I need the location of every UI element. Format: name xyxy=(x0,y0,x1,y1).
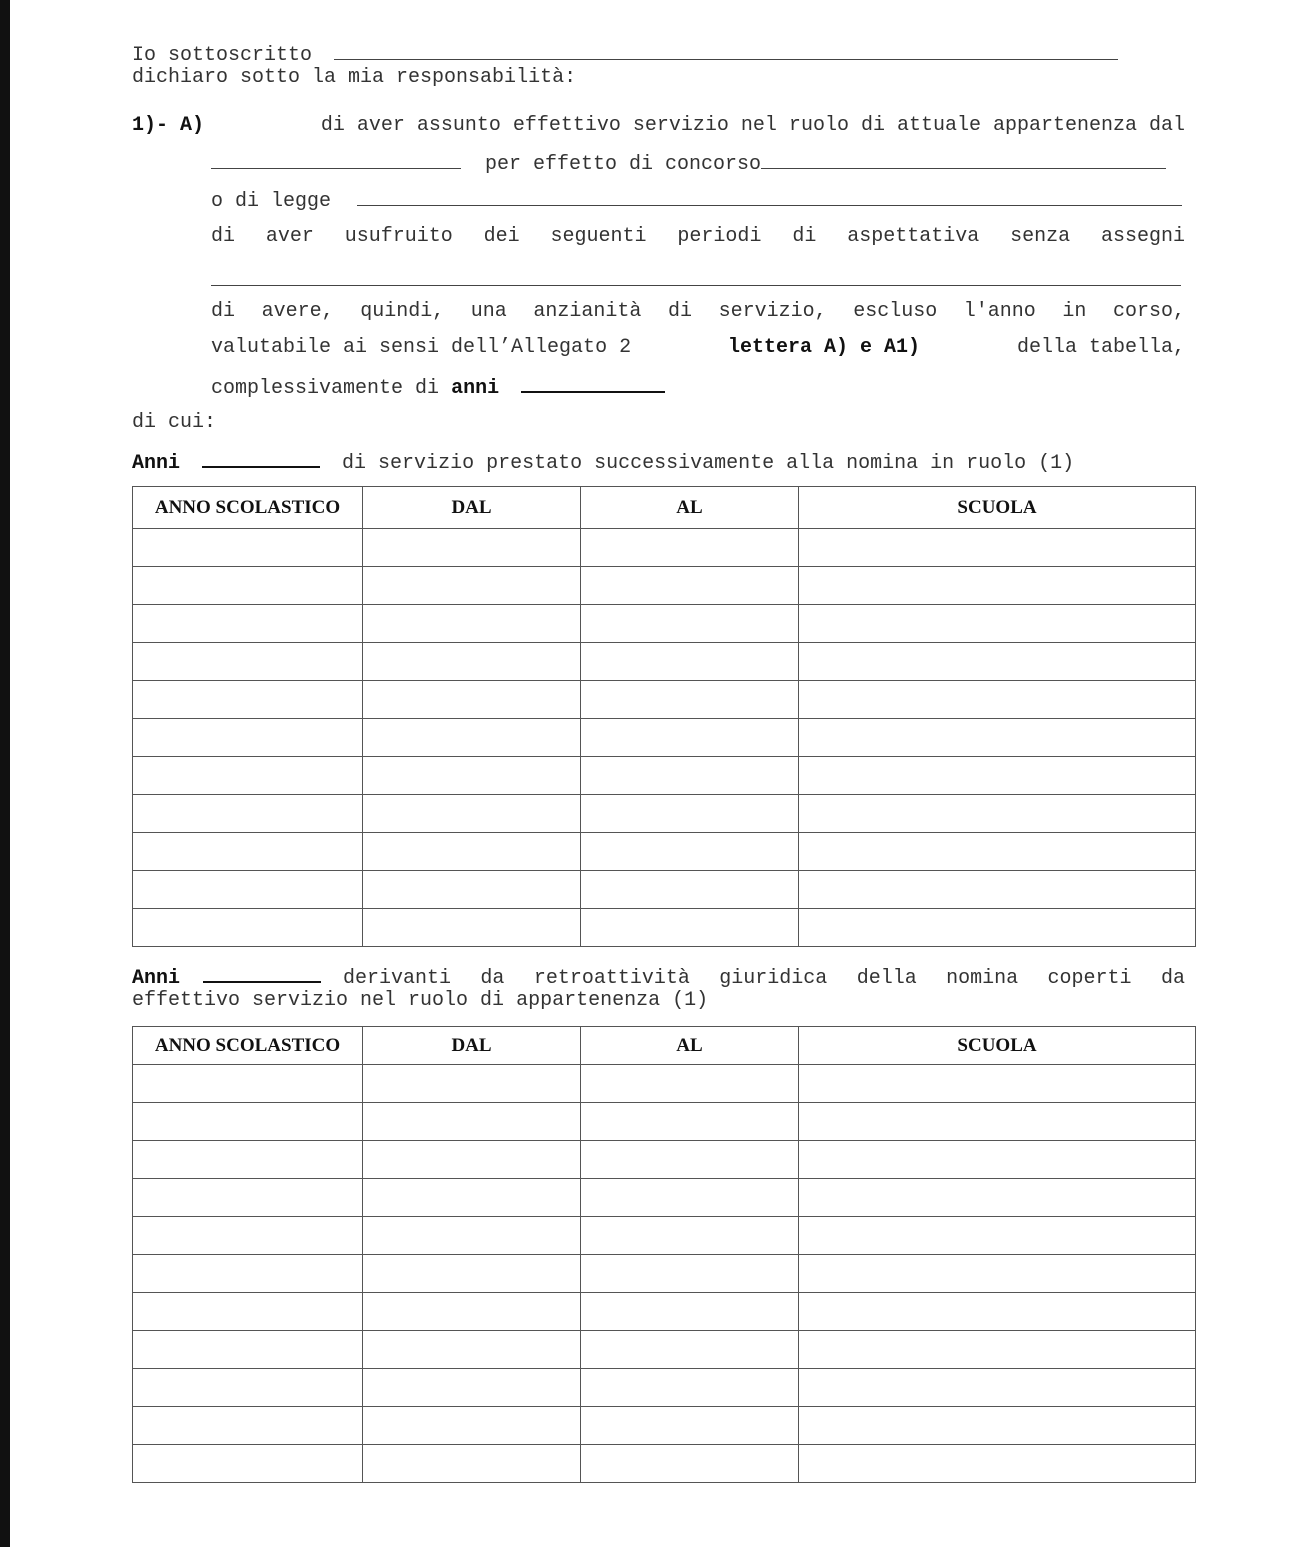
valutabile-letter: lettera A) e A1) xyxy=(728,336,921,359)
table-cell[interactable] xyxy=(363,719,581,757)
table-cell[interactable] xyxy=(133,1065,363,1103)
table-cell[interactable] xyxy=(581,1255,799,1293)
aspettativa-field[interactable] xyxy=(211,285,1181,286)
table-cell[interactable] xyxy=(799,681,1196,719)
section-number: 1)- A) xyxy=(132,114,205,137)
table-cell[interactable] xyxy=(799,1331,1196,1369)
table-row xyxy=(133,643,1196,681)
table-cell[interactable] xyxy=(581,1331,799,1369)
table-cell[interactable] xyxy=(581,1141,799,1179)
table-cell[interactable] xyxy=(133,643,363,681)
table-cell[interactable] xyxy=(799,871,1196,909)
block2-years-field[interactable] xyxy=(203,964,321,983)
table-cell[interactable] xyxy=(581,833,799,871)
legge-label: o di legge xyxy=(211,190,332,213)
table-row xyxy=(133,1407,1196,1445)
table-cell[interactable] xyxy=(363,1103,581,1141)
valutabile-pre: valutabile ai sensi dell’Allegato 2 xyxy=(211,336,632,359)
table-cell[interactable] xyxy=(799,605,1196,643)
table-cell[interactable] xyxy=(133,1103,363,1141)
table-cell[interactable] xyxy=(799,1255,1196,1293)
table-cell[interactable] xyxy=(799,1103,1196,1141)
table-cell[interactable] xyxy=(581,1065,799,1103)
table-cell[interactable] xyxy=(133,1445,363,1483)
block1-anni-label: Anni xyxy=(132,452,181,475)
block2-anni-label: Anni xyxy=(132,967,181,990)
table-header-row xyxy=(133,487,1196,529)
table-cell[interactable] xyxy=(799,833,1196,871)
table-row xyxy=(133,681,1196,719)
name-field[interactable] xyxy=(334,42,1118,60)
header-anno-scolastico: ANNO SCOLASTICO xyxy=(133,1027,363,1065)
table-cell[interactable] xyxy=(799,1065,1196,1103)
table-cell[interactable] xyxy=(581,567,799,605)
table-cell[interactable] xyxy=(581,719,799,757)
table-row xyxy=(133,1065,1196,1103)
table-cell[interactable] xyxy=(799,909,1196,947)
table-cell[interactable] xyxy=(581,871,799,909)
table-row xyxy=(133,719,1196,757)
scan-edge xyxy=(0,0,10,1547)
table-cell[interactable] xyxy=(363,871,581,909)
table-cell[interactable] xyxy=(581,1179,799,1217)
table-row xyxy=(133,1445,1196,1483)
table-cell[interactable] xyxy=(799,567,1196,605)
anzianita-text: di avere, quindi, una anzianità di servizio, escluso l'anno in corso, xyxy=(211,300,1185,323)
table-row xyxy=(133,871,1196,909)
table-cell[interactable] xyxy=(133,719,363,757)
complessivamente-label: complessivamente di xyxy=(211,377,440,400)
block2-line1 xyxy=(132,964,1185,991)
concorso-line xyxy=(211,151,1166,177)
table-cell[interactable] xyxy=(133,1141,363,1179)
table-cell[interactable] xyxy=(581,643,799,681)
table-row xyxy=(133,567,1196,605)
table-row xyxy=(133,1293,1196,1331)
concorso-label: per effetto di concorso xyxy=(485,153,762,176)
table-cell[interactable] xyxy=(363,1445,581,1483)
header-scuola: SCUOLA xyxy=(799,1027,1196,1065)
table-row xyxy=(133,1217,1196,1255)
table-cell[interactable] xyxy=(799,1141,1196,1179)
table-cell[interactable] xyxy=(581,795,799,833)
table-cell[interactable] xyxy=(133,1407,363,1445)
table-cell[interactable] xyxy=(363,529,581,567)
table-cell[interactable] xyxy=(133,871,363,909)
table-cell[interactable] xyxy=(363,1407,581,1445)
section1-first-line xyxy=(132,114,1185,138)
block1-line xyxy=(132,449,1074,476)
table-row xyxy=(133,795,1196,833)
table-cell[interactable] xyxy=(799,1369,1196,1407)
undersigned-label: Io sottoscritto xyxy=(132,44,313,67)
legge-field[interactable] xyxy=(357,188,1182,206)
table-cell[interactable] xyxy=(133,1293,363,1331)
table-cell[interactable] xyxy=(581,605,799,643)
table-header-row xyxy=(133,1027,1196,1065)
total-years-field[interactable] xyxy=(521,374,665,393)
table-cell[interactable] xyxy=(581,529,799,567)
table-cell[interactable] xyxy=(799,757,1196,795)
table-cell[interactable] xyxy=(581,757,799,795)
legge-line xyxy=(211,188,1182,214)
table-cell[interactable] xyxy=(581,1103,799,1141)
complessivamente-line xyxy=(211,374,665,401)
block1-years-field[interactable] xyxy=(202,449,320,468)
table-cell[interactable] xyxy=(799,1179,1196,1217)
concorso-field[interactable] xyxy=(761,151,1166,169)
table-cell[interactable] xyxy=(363,1293,581,1331)
table-cell[interactable] xyxy=(799,1217,1196,1255)
table-cell[interactable] xyxy=(133,1179,363,1217)
table-row xyxy=(133,833,1196,871)
table-row xyxy=(133,1179,1196,1217)
table-cell[interactable] xyxy=(133,1369,363,1407)
table-cell[interactable] xyxy=(363,643,581,681)
table-cell[interactable] xyxy=(133,529,363,567)
table-cell[interactable] xyxy=(363,1217,581,1255)
table-row xyxy=(133,1141,1196,1179)
header-dal: DAL xyxy=(363,487,581,529)
table-cell[interactable] xyxy=(581,1445,799,1483)
header-al: AL xyxy=(581,487,799,529)
table-cell[interactable] xyxy=(133,1331,363,1369)
header-scuola: SCUOLA xyxy=(799,487,1196,529)
service-start-text: di aver assunto effettivo servizio nel ruolo di attuale appartenenza dal xyxy=(320,114,1185,137)
table-cell[interactable] xyxy=(133,681,363,719)
table-cell[interactable] xyxy=(363,909,581,947)
anni-label-bold: anni xyxy=(451,377,500,400)
table-row xyxy=(133,1103,1196,1141)
table-cell[interactable] xyxy=(799,529,1196,567)
table-cell[interactable] xyxy=(363,1369,581,1407)
start-date-field[interactable] xyxy=(211,151,461,169)
table-row xyxy=(133,529,1196,567)
table-cell[interactable] xyxy=(363,681,581,719)
table-row xyxy=(133,909,1196,947)
table-cell[interactable] xyxy=(799,1293,1196,1331)
table-cell[interactable] xyxy=(133,833,363,871)
table-cell[interactable] xyxy=(363,1179,581,1217)
block2-description-1: derivanti da retroattività giuridica della nomina coperti da xyxy=(342,967,1185,990)
table-cell[interactable] xyxy=(799,719,1196,757)
block1-description: di servizio prestato successivamente alla nomina in ruolo (1) xyxy=(342,452,1075,475)
table-cell[interactable] xyxy=(581,909,799,947)
service-table-1 xyxy=(132,486,1196,947)
block2-description-2: effettivo servizio nel ruolo di appartenenza (1) xyxy=(132,989,709,1012)
table-cell[interactable] xyxy=(363,605,581,643)
header-al: AL xyxy=(581,1027,799,1065)
table-cell[interactable] xyxy=(363,833,581,871)
table-cell[interactable] xyxy=(581,1369,799,1407)
table-cell[interactable] xyxy=(581,681,799,719)
table-cell[interactable] xyxy=(363,1255,581,1293)
table-row xyxy=(133,605,1196,643)
declaration-intro: dichiaro sotto la mia responsabilità: xyxy=(132,66,577,89)
table-cell[interactable] xyxy=(133,795,363,833)
table-cell[interactable] xyxy=(133,605,363,643)
undersigned-line xyxy=(132,42,1118,68)
table-cell[interactable] xyxy=(133,1255,363,1293)
table-cell[interactable] xyxy=(799,1445,1196,1483)
di-cui-label: di cui: xyxy=(132,411,217,434)
table-cell[interactable] xyxy=(133,757,363,795)
table-cell[interactable] xyxy=(363,1141,581,1179)
table-cell[interactable] xyxy=(581,1293,799,1331)
valutabile-line xyxy=(211,336,1185,360)
table-cell[interactable] xyxy=(363,1331,581,1369)
table-cell[interactable] xyxy=(363,567,581,605)
table-cell[interactable] xyxy=(581,1407,799,1445)
aspettativa-text: di aver usufruito dei seguenti periodi di aspettativa senza assegni xyxy=(211,225,1185,248)
table-cell[interactable] xyxy=(581,1217,799,1255)
table-row xyxy=(133,1255,1196,1293)
table-cell[interactable] xyxy=(363,757,581,795)
table-cell[interactable] xyxy=(363,795,581,833)
table-cell[interactable] xyxy=(799,1407,1196,1445)
header-anno-scolastico: ANNO SCOLASTICO xyxy=(133,487,363,529)
header-dal: DAL xyxy=(363,1027,581,1065)
table-cell[interactable] xyxy=(363,1065,581,1103)
table-cell[interactable] xyxy=(799,643,1196,681)
service-table-2 xyxy=(132,1026,1196,1483)
valutabile-post: della tabella, xyxy=(1016,336,1185,359)
table-row xyxy=(133,1369,1196,1407)
table-cell[interactable] xyxy=(133,567,363,605)
table-row xyxy=(133,757,1196,795)
table-cell[interactable] xyxy=(133,1217,363,1255)
table-cell[interactable] xyxy=(133,909,363,947)
table-cell[interactable] xyxy=(799,795,1196,833)
table-row xyxy=(133,1331,1196,1369)
